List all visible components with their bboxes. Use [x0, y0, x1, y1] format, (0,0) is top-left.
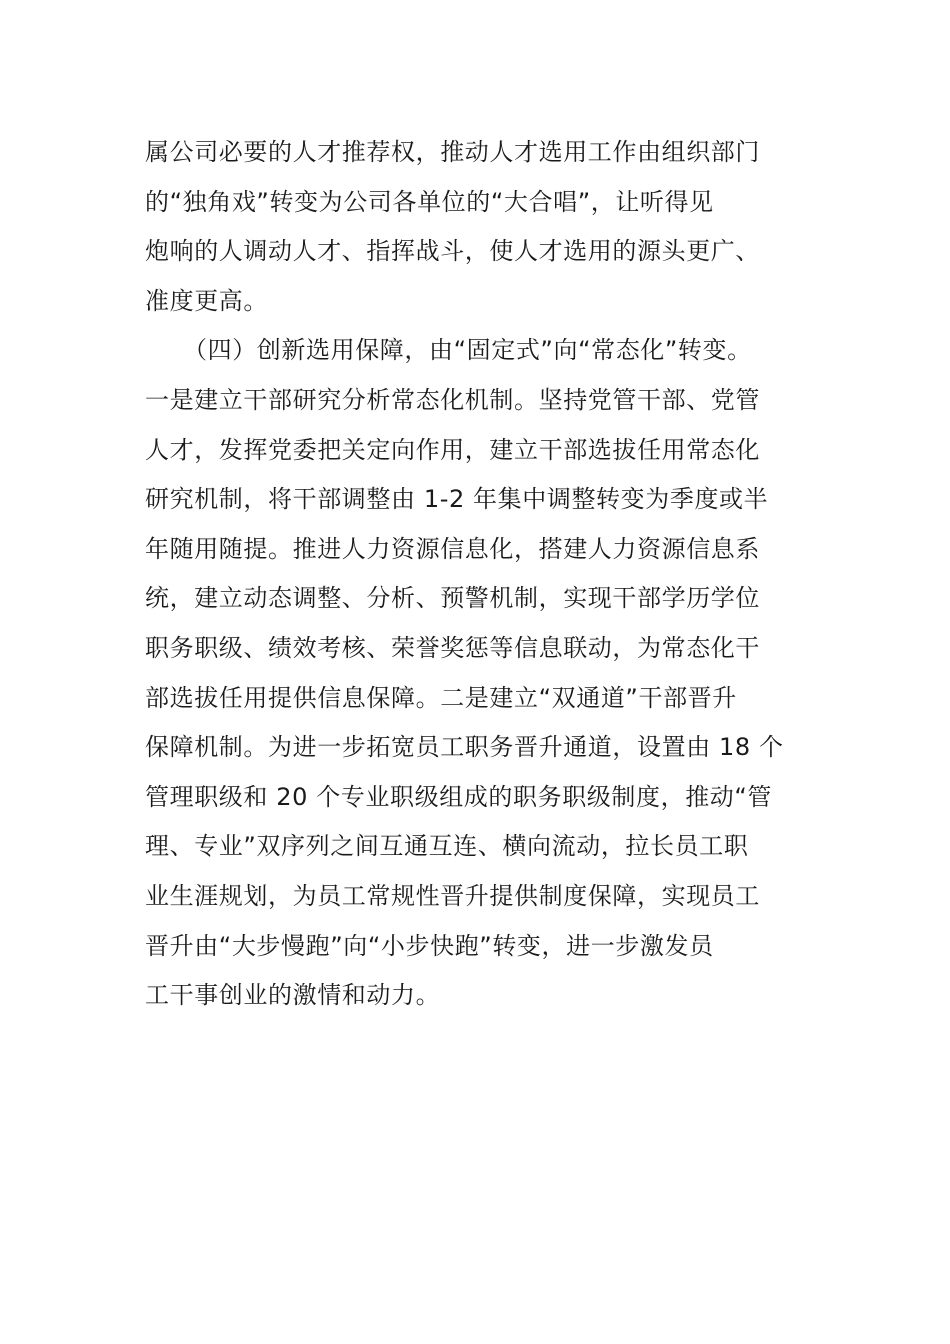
text-line: 理、专业”双序列之间互通互连、横向流动，拉长员工职: [145, 832, 749, 861]
text-line: 部选拔任用提供信息保障。二是建立“双通道”干部晋升: [145, 683, 737, 712]
text-line: 工干事创业的激情和动力。: [145, 981, 441, 1010]
section-heading-line: （四）创新选用保障，由“固定式”向“常态化”转变。: [183, 336, 752, 365]
text-line: 职务职级、绩效考核、荣誉奖惩等信息联动，为常态化干: [145, 633, 760, 662]
text-line: 的“独角戏”转变为公司各单位的“大合唱”，让听得见: [145, 187, 714, 216]
text-line: 保障机制。为进一步拓宽员工职务晋升通道，设置由 18 个: [145, 733, 784, 762]
document-body: [145, 128, 825, 1021]
text-line: 准度更高。: [145, 286, 268, 315]
text-line: 业生涯规划，为员工常规性晋升提供制度保障，实现员工: [145, 881, 760, 910]
text-line: 晋升由“大步慢跑”向“小步快跑”转变，进一步激发员: [145, 931, 714, 960]
text-line: 管理职级和 20 个专业职级组成的职务职级制度，推动“管: [145, 782, 773, 811]
text-line: 年随用随提。推进人力资源信息化，搭建人力资源信息系: [145, 534, 760, 563]
text-line: 人才，发挥党委把关定向作用，建立干部选拔任用常态化: [145, 435, 760, 464]
text-line: 研究机制，将干部调整由 1-2 年集中调整转变为季度或半: [145, 485, 769, 514]
text-line: 炮响的人调动人才、指挥战斗，使人才选用的源头更广、: [145, 237, 760, 266]
text-line: 统，建立动态调整、分析、预警机制，实现干部学历学位: [145, 584, 760, 613]
text-line: 属公司必要的人才推荐权，推动人才选用工作由组织部门: [145, 138, 760, 166]
text-line: 一是建立干部研究分析常态化机制。坚持党管干部、党管: [145, 385, 760, 414]
